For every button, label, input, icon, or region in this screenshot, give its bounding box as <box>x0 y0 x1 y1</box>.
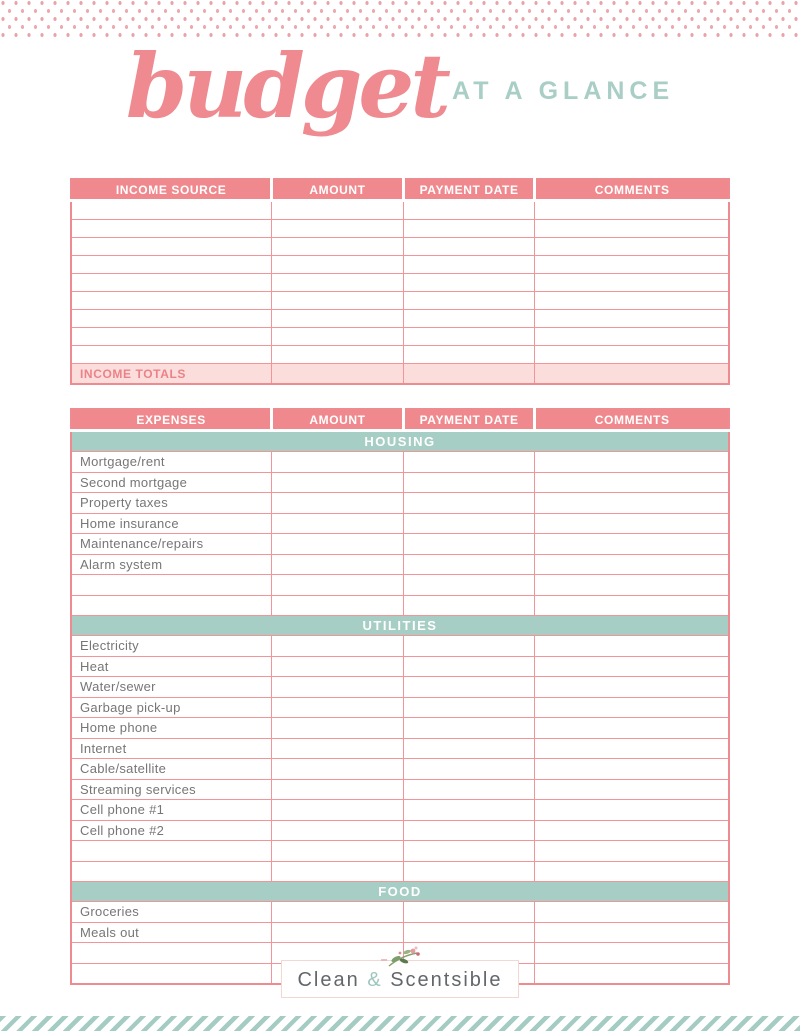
expense-cell <box>71 861 272 882</box>
expense-row <box>71 697 729 718</box>
expense-cell <box>403 922 535 943</box>
expenses-header-row <box>71 409 729 431</box>
expense-cell <box>403 902 535 923</box>
expense-empty-row <box>71 841 729 862</box>
expense-cell <box>535 554 729 575</box>
expense-cell <box>403 636 535 657</box>
income-empty-row <box>71 256 729 274</box>
expense-row <box>71 902 729 923</box>
income-cell <box>403 238 535 256</box>
expense-row <box>71 493 729 514</box>
income-cell <box>71 274 272 292</box>
income-cell <box>71 256 272 274</box>
expense-cell <box>535 697 729 718</box>
title-suffix-at-a-glance: AT A GLANCE <box>452 76 675 105</box>
income-cell <box>535 274 729 292</box>
income-cell <box>71 220 272 238</box>
expense-cell <box>535 636 729 657</box>
expense-cell <box>403 697 535 718</box>
income-empty-row <box>71 292 729 310</box>
income-empty-row <box>71 201 729 220</box>
income-empty-row <box>71 238 729 256</box>
income-cell <box>403 292 535 310</box>
expense-cell <box>272 697 404 718</box>
expense-cell <box>403 472 535 493</box>
section-header-utilities <box>71 616 729 636</box>
expense-empty-row <box>71 861 729 882</box>
income-cell <box>535 256 729 274</box>
expense-row <box>71 656 729 677</box>
polka-dot-border <box>0 0 800 40</box>
income-cell <box>403 220 535 238</box>
income-cell <box>272 201 404 220</box>
income-cell <box>71 238 272 256</box>
expense-label: Cable/satellite <box>71 759 272 780</box>
expense-cell <box>535 595 729 616</box>
expense-label: Alarm system <box>71 554 272 575</box>
income-cell <box>535 346 729 364</box>
income-cell <box>272 238 404 256</box>
income-col-header-source: INCOME SOURCE <box>71 179 272 201</box>
expense-row <box>71 452 729 473</box>
title-script-budget: budget <box>125 34 448 138</box>
expenses-col-header-payment-date: PAYMENT DATE <box>403 409 535 431</box>
expense-label: Meals out <box>71 922 272 943</box>
income-col-header-comments: COMMENTS <box>535 179 729 201</box>
expense-label: Mortgage/rent <box>71 452 272 473</box>
expense-cell <box>403 656 535 677</box>
expense-cell <box>403 861 535 882</box>
floral-sprig-icon <box>377 944 423 975</box>
expense-row <box>71 759 729 780</box>
income-totals-cell <box>535 364 729 385</box>
expense-label: Groceries <box>71 902 272 923</box>
income-totals-cell <box>403 364 535 385</box>
income-cell <box>272 220 404 238</box>
income-empty-row <box>71 220 729 238</box>
expense-cell <box>403 759 535 780</box>
expense-row <box>71 472 729 493</box>
expense-cell <box>535 656 729 677</box>
expense-cell <box>272 841 404 862</box>
expenses-col-header-amount: AMOUNT <box>272 409 404 431</box>
income-totals-cell <box>272 364 404 385</box>
expense-cell <box>272 718 404 739</box>
expense-cell <box>535 820 729 841</box>
income-cell <box>535 310 729 328</box>
expense-cell <box>272 759 404 780</box>
expense-label: Electricity <box>71 636 272 657</box>
income-cell <box>71 346 272 364</box>
expense-cell <box>272 656 404 677</box>
expense-cell <box>272 677 404 698</box>
expense-cell <box>535 575 729 596</box>
income-cell <box>272 328 404 346</box>
expense-label: Second mortgage <box>71 472 272 493</box>
expense-cell <box>272 575 404 596</box>
income-cell <box>403 256 535 274</box>
expense-row <box>71 779 729 800</box>
section-band-label: FOOD <box>71 882 729 902</box>
section-band-label: HOUSING <box>71 431 729 452</box>
expense-cell <box>272 452 404 473</box>
expense-cell <box>535 902 729 923</box>
expense-cell <box>403 452 535 473</box>
expense-cell <box>403 575 535 596</box>
expense-label: Internet <box>71 738 272 759</box>
expense-empty-row <box>71 575 729 596</box>
expense-cell <box>403 718 535 739</box>
expense-label: Cell phone #2 <box>71 820 272 841</box>
expense-cell <box>403 595 535 616</box>
expense-label: Heat <box>71 656 272 677</box>
expense-label: Streaming services <box>71 779 272 800</box>
expense-row <box>71 677 729 698</box>
expense-label: Home insurance <box>71 513 272 534</box>
expense-cell <box>535 534 729 555</box>
page-title <box>0 34 800 140</box>
expense-cell <box>403 841 535 862</box>
income-cell <box>535 328 729 346</box>
expense-label: Garbage pick-up <box>71 697 272 718</box>
income-cell <box>403 346 535 364</box>
expense-cell <box>535 718 729 739</box>
income-empty-row <box>71 328 729 346</box>
brand-word-clean: Clean <box>297 969 360 991</box>
income-empty-row <box>71 274 729 292</box>
income-empty-row <box>71 346 729 364</box>
expense-label: Home phone <box>71 718 272 739</box>
income-cell <box>535 220 729 238</box>
expense-cell <box>535 677 729 698</box>
income-empty-row <box>71 310 729 328</box>
income-table <box>70 178 730 385</box>
expense-cell <box>535 922 729 943</box>
expense-cell <box>71 575 272 596</box>
expense-cell <box>403 534 535 555</box>
expenses-table <box>70 408 730 985</box>
expense-cell <box>535 452 729 473</box>
income-cell <box>71 310 272 328</box>
expense-row <box>71 513 729 534</box>
income-cell <box>535 201 729 220</box>
expense-cell <box>403 513 535 534</box>
expense-cell <box>71 841 272 862</box>
expenses-col-header-comments: COMMENTS <box>535 409 729 431</box>
income-cell <box>403 274 535 292</box>
income-cell <box>71 201 272 220</box>
expense-cell <box>272 820 404 841</box>
expense-row <box>71 800 729 821</box>
income-header-row <box>71 179 729 201</box>
expense-row <box>71 820 729 841</box>
income-cell <box>71 292 272 310</box>
expense-cell <box>272 800 404 821</box>
income-totals-row <box>71 364 729 385</box>
income-cell <box>272 310 404 328</box>
expense-cell <box>272 534 404 555</box>
expense-cell <box>535 861 729 882</box>
expense-row <box>71 718 729 739</box>
section-header-housing <box>71 431 729 452</box>
expense-row <box>71 534 729 555</box>
expense-label: Maintenance/repairs <box>71 534 272 555</box>
diagonal-stripe-border <box>0 1016 800 1031</box>
expense-cell <box>403 677 535 698</box>
expense-cell <box>535 800 729 821</box>
expense-label: Property taxes <box>71 493 272 514</box>
expense-cell <box>403 800 535 821</box>
expense-cell <box>272 922 404 943</box>
brand-ampersand: & <box>367 969 383 991</box>
expense-cell <box>272 493 404 514</box>
expense-cell <box>403 820 535 841</box>
income-cell <box>272 346 404 364</box>
income-cell <box>272 292 404 310</box>
expense-cell <box>403 779 535 800</box>
brand-logo-box <box>281 960 518 998</box>
expense-cell <box>535 779 729 800</box>
expenses-col-header: EXPENSES <box>71 409 272 431</box>
income-cell <box>272 274 404 292</box>
income-cell <box>403 201 535 220</box>
expense-cell <box>272 472 404 493</box>
brand-footer <box>0 960 800 998</box>
expense-cell <box>535 738 729 759</box>
expense-label: Cell phone #1 <box>71 800 272 821</box>
expense-cell <box>272 595 404 616</box>
income-cell <box>403 310 535 328</box>
income-cell <box>403 328 535 346</box>
expense-cell <box>535 841 729 862</box>
expense-cell <box>403 738 535 759</box>
income-cell <box>272 256 404 274</box>
expense-cell <box>535 472 729 493</box>
expense-cell <box>403 554 535 575</box>
income-totals-label: INCOME TOTALS <box>71 364 272 385</box>
expense-row <box>71 554 729 575</box>
expense-cell <box>272 779 404 800</box>
expense-cell <box>272 513 404 534</box>
expense-cell <box>535 493 729 514</box>
expense-row <box>71 636 729 657</box>
brand-word-scentsible: Scentsible <box>390 969 503 991</box>
expense-cell <box>403 493 535 514</box>
income-col-header-amount: AMOUNT <box>272 179 404 201</box>
expense-cell <box>535 513 729 534</box>
section-header-food <box>71 882 729 902</box>
income-cell <box>535 238 729 256</box>
expense-row <box>71 738 729 759</box>
expense-empty-row <box>71 595 729 616</box>
expense-cell <box>71 595 272 616</box>
income-cell <box>535 292 729 310</box>
expense-cell <box>272 636 404 657</box>
income-cell <box>71 328 272 346</box>
expense-cell <box>272 554 404 575</box>
income-col-header-payment-date: PAYMENT DATE <box>403 179 535 201</box>
section-band-label: UTILITIES <box>71 616 729 636</box>
expense-cell <box>535 759 729 780</box>
expense-cell <box>272 902 404 923</box>
expense-label: Water/sewer <box>71 677 272 698</box>
expense-cell <box>272 861 404 882</box>
expense-cell <box>272 738 404 759</box>
expense-row <box>71 922 729 943</box>
